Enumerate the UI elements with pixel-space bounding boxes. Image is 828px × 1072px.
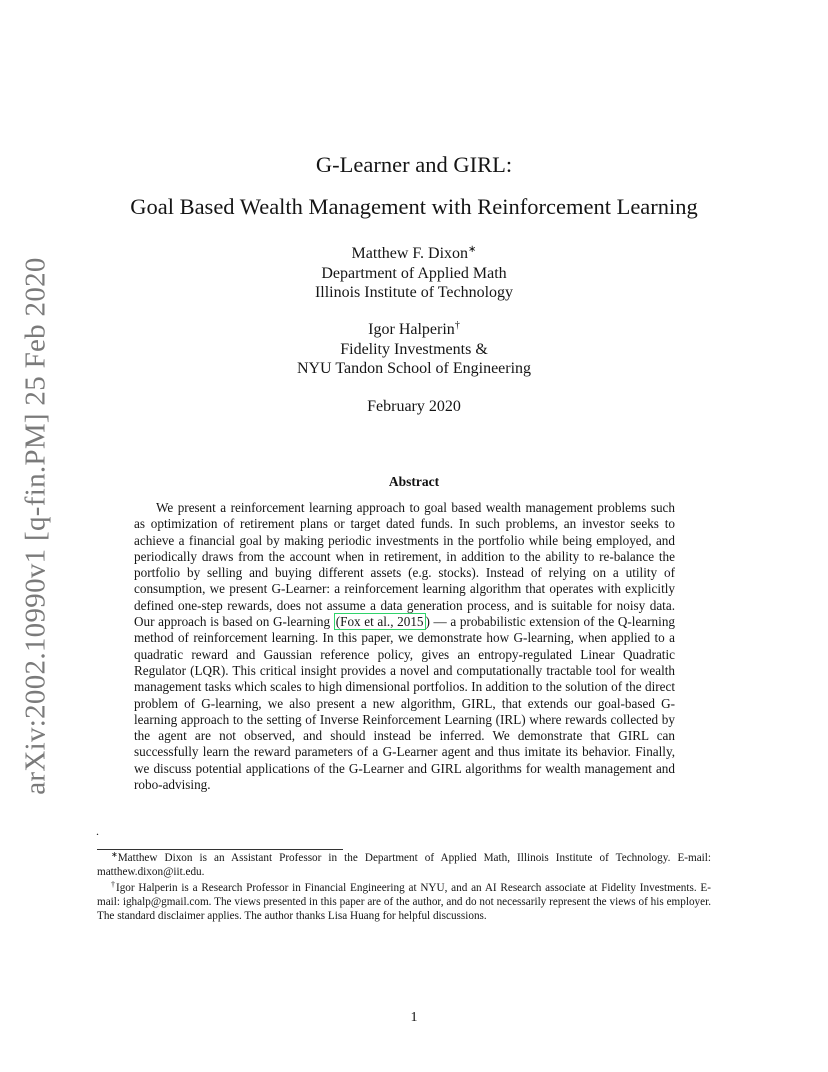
abstract-paragraph: We present a reinforcement learning approach to goal based wealth management problems such as optimization of retirement plans or target dated funds. In such problems, an investor seeks to achieve a financial goal by making periodic investments in the portfolio while being employed, and periodically draws from the account when in retirement, in addition to the ability to re-balance the portfolio by selling and buying different assets (e.g. stocks). Instead of relying on a utility of consumption, we present G-Learner: a reinforcement learning algorithm that operates with explicitly defined one-step rewards, does not assume a data generation process, and is suitable for noisy data. Our approach is based on G-learning (Fox et al., 2015 ) — a probabilistic extension of the Q-learning method of reinforcement learning. In this paper, we demonstrate how G-learning, when applied to a quadratic reward and Gaussian reference policy, gives an entropy-regulated Linear Quadratic Regulator (LQR). This critical insight provides a novel and computationally tractable tool for wealth management tasks which scales to high dimensional portfolios. In addition to the solution of the direct problem of G-learning, we also present a new algorithm, GIRL, that extends our goal-based G-learning approach to the setting of Inverse Reinforcement Learning (IRL) where rewards collected by the agent are not observed, and should instead be inferred. We demonstrate that GIRL can successfully learn the reward parameters of a G-Learner agent and thus imitate its behavior. Finally, we discuss potential applications of the G-Learner and GIRL algorithms for wealth management and robo-advising.: [134, 500, 676, 793]
author-block-dixon: [0, 244, 828, 303]
abstract-heading: Abstract: [388, 474, 440, 489]
footnote-mark-dagger[interactable]: †: [454, 320, 460, 331]
publication-date: February 2020: [367, 398, 461, 415]
footnote-halperin: †Igor Halperin is a Research Professor in Financial Engineering at NYU, and an AI Research associate at Fidelity Investments. E-mail: ighalp@gmail.com. The views presented in this paper are of the author, and do not necessarily represent the views of his employer. The standard disclaimer applies. The author thanks Lisa Huang for helpful discussions.: [97, 879, 711, 922]
abstract-body: [134, 500, 675, 793]
footnote-separator: [97, 849, 343, 850]
stray-period: .: [96, 824, 99, 838]
author-block-halperin: [0, 320, 828, 379]
footnote-mark-star[interactable]: ∗: [468, 244, 477, 255]
author-name-dixon: Matthew F. Dixon∗: [351, 244, 477, 262]
paper-title-line-1: G-Learner and GIRL:: [315, 152, 513, 177]
author-affiliation-line: Fidelity Investments &: [340, 340, 488, 358]
author-affiliation-line: Department of Applied Math: [321, 264, 507, 282]
footnote-dixon: ∗Matthew Dixon is an Assistant Professor in the Department of Applied Math, Illinois Institute of Technology. E-mail: matthew.dixon@iit.edu.: [97, 850, 711, 878]
footnotes: [97, 852, 711, 926]
citation-link-fox-2015[interactable]: (Fox et al., 2015: [335, 614, 424, 630]
arxiv-identifier-text: arXiv:2002.10990v1 [q-fin.PM] 25 Feb 2020: [19, 257, 52, 795]
author-affiliation-line: NYU Tandon School of Engineering: [296, 360, 532, 377]
paper-title-line-2: Goal Based Wealth Management with Reinforcement Learning: [130, 194, 698, 219]
author-name-halperin: Igor Halperin†: [368, 320, 460, 338]
author-affiliation-line: Illinois Institute of Technology: [314, 284, 514, 301]
page-number: 1: [410, 1010, 418, 1025]
